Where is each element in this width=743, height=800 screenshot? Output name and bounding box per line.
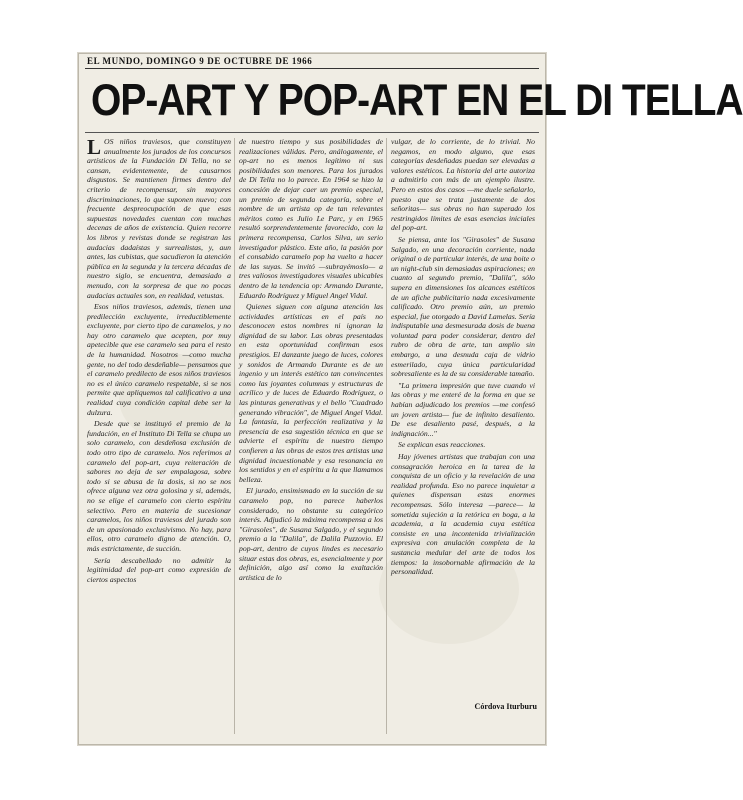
article-column-3 [391, 137, 535, 697]
dateline-rule [85, 68, 539, 69]
paragraph-text: OS niños traviesos, que constituyen anualmente los jurados de los concursos artísticos de la Fundación Di Tella, no se cansan, evidentemente, de causarnos disgustos. Se mantienen firmes dentro del criterio de recompensar, sin mayores discriminaciones, lo que suponen nuevo; con frecuente despreocupación de que esas supuestas novedades cuentan con muchas decenas de años de existencia. Quien recorre los libros y revistas donde se registran las audacias dadaístas y surrealistas, y, aun antes, las cubistas, que sacudieron la atención pública en la segunda y la tercera décadas de nuestro siglo, se encuentra, demasiado a menudo, con la sorpresa de que no pocas audacias actuales son, en realidad, vetustas. [87, 137, 231, 300]
column-divider [386, 138, 387, 734]
newspaper-clipping [78, 53, 743, 745]
paragraph: "La primera impresión que tuve cuando vi las obras y me enteré de la forma en que se habían adjudicado los premios —me confesó un joven artista— fue de infinito desaliento. De ese desaliento pasé, después, a la indignación..." [391, 380, 535, 438]
paragraph: Quienes siguen con alguna atención las actividades artísticas en el país no desconocen estos nombres ni ignoran la dignidad de su labor. Las obras presentadas en esta oportunidad confirman esos prestigios. El danzante juego de luces, colores y sonidos de Armando Durante es de un ingenio y un interés estético tan convincentes como las joyantes columnas y estructuras de acrílico y de luces de Eduardo Rodríguez, o las pinturas generativas y el bello "Cuadrado generando vibración", de Miguel Angel Vidal. La fantasía, la perfección realizativa y la presencia de esa sugestión técnica en que se advierte el espíritu de nuestro tiempo confieren a las obras de estos tres artistas una dignidad incuestionable y esa resonancia en los sentidos y en el espíritu a la que llamamos belleza. [239, 302, 383, 484]
headline-rule [85, 132, 539, 133]
drop-cap: L [87, 135, 102, 159]
paragraph: Hay jóvenes artistas que trabajan con una consagración heroica en la tarea de la conquista de un oficio y la revelación de una realidad profunda. Eso no parece inquietar a quienes dispensan estas enormes recompensas. Sólo interesa —parece— la sometida sujeción a la retórica en boga, a la academia, a la academia cuya estética consiste en una incontenida trivialización expresiva con anulación completa de la sustancia medular del arte de todos los tiempos: la insobornable afirmación de la personalidad. [391, 452, 535, 577]
paragraph: Esos niños traviesos, además, tienen una predilección excluyente, irreductiblemente excluyente, por cierto tipo de caramelos, y no hay otro caramelo que acepten, por muy apetecible que ese caramelo sea para el resto de la humanidad. Nosotros —como mucha gente, no del todo desdeñable— pensamos que el caramelo predilecto de esos niños traviesos no es el único caramelo respetable, si se nos permite que apliquemos tal calificativo a una realidad cuya condición capital debe ser la dulzura. [87, 302, 231, 417]
article-column-2 [239, 137, 383, 727]
paragraph: Desde que se instituyó el premio de la fundación, en el Instituto Di Tella se chupa un solo caramelo, con desdeñosa exclusión de todo otro tipo de caramelo. Nos referimos al caramelo del pop-art, cuya reiteración de sabores no deja de ser empalagosa, sobre todo si se abusa de la dosis, si no se nos ofrece alguna vez otra golosina y si, además, no se elige el caramelo con cierto espíritu selectivo. Pero en materia de sucesionar caramelos, los niños traviesos del jurado son de un apasionado exclusivismo. No hay, para ellos, otro caramelo digno de atención. O, más estrictamente, de succión. [87, 419, 231, 553]
paragraph: Se explican esas reacciones. [398, 440, 486, 450]
paragraph: de nuestro tiempo y sus posibilidades de realizaciones válidas. Pero, análogamente, el op-art no es menos legítimo ni sus posibilidades son menores. Para los jurados de Di Tella no lo parece. En 1964 se hizo la concesión de dejar caer un premio especial, un premio de segunda categoría, sobre el nombre de un artista op de tan relevantes méritos como es Julio Le Parc, y en 1965 resultó sorprendentemente favorecido, con la primera recompensa, Carlos Silva, un serio investigador plástico. Este año, la pasión por el consabido caramelo pop ha vuelto a hacer de las suyas. Se invitó —subrayémoslo— a tres valiosos investigadores visuales ubicables dentro de la tendencia op: Armando Durante, Eduardo Rodríguez y Miguel Angel Vidal. [239, 137, 383, 300]
paragraph: El jurado, ensimismado en la succión de su caramelo pop, no parece haberlos considerado, no obstante su categórico interés. Adjudicó la máxima recompensa a los "Girasoles", de Susana Salgado, y el segundo premio a la "Dalila", de Dalila Puzzovio. El pop-art, dentro de cuyos lindes es necesario situar estas dos obras, es, esencialmente y por definición, algo así como la exaltación artística de lo [239, 486, 383, 582]
article-column-1 [87, 137, 231, 727]
column-divider [234, 138, 235, 734]
dateline: EL MUNDO, DOMINGO 9 DE OCTUBRE DE 1966 [87, 56, 313, 66]
byline: Córdova Iturburu [474, 702, 537, 711]
paragraph: Se piensa, ante los "Girasoles" de Susana Salgado, en una decoración corriente, nada original o de particular interés, de una boite o un night-club sin demasiadas aspiraciones; en cuanto al segundo premio, "Dalila", sólo supera en dimensiones los alcances estéticos de un afiche publicitario nada excesivamente calificado. Otro premio aún, un premio especial, fue otorgado a David Lamelas. Sería indisputable una desmesurada dosis de buena voluntad para poder considerar, dentro del rubro de obra de arte, tan amplio sin embargo, a una desnuda caja de vidrio esmerilado, cuya única particularidad sobresaliente es la de su considerable tamaño. [391, 234, 535, 379]
paragraph [87, 137, 231, 300]
paragraph: vulgar, de lo corriente, de lo trivial. No negamos, en modo alguno, que esas categorías desdeñadas puedan ser elevadas a valores estéticos. La historia del arte autoriza a admitirlo con más de un ejemplo ilustre. Pero en estos dos casos —me duele señalarlo, puesto que se trata justamente de dos señoritas— sus obras no han superado los restringidos límites de esas esencias iniciales del pop-art. [391, 137, 535, 233]
paragraph: Sería descabellado no admitir la legitimidad del pop-art como expresión de ciertos aspectos [87, 555, 231, 584]
headline: OP-ART Y POP-ART EN EL DI TELLA [91, 76, 743, 126]
